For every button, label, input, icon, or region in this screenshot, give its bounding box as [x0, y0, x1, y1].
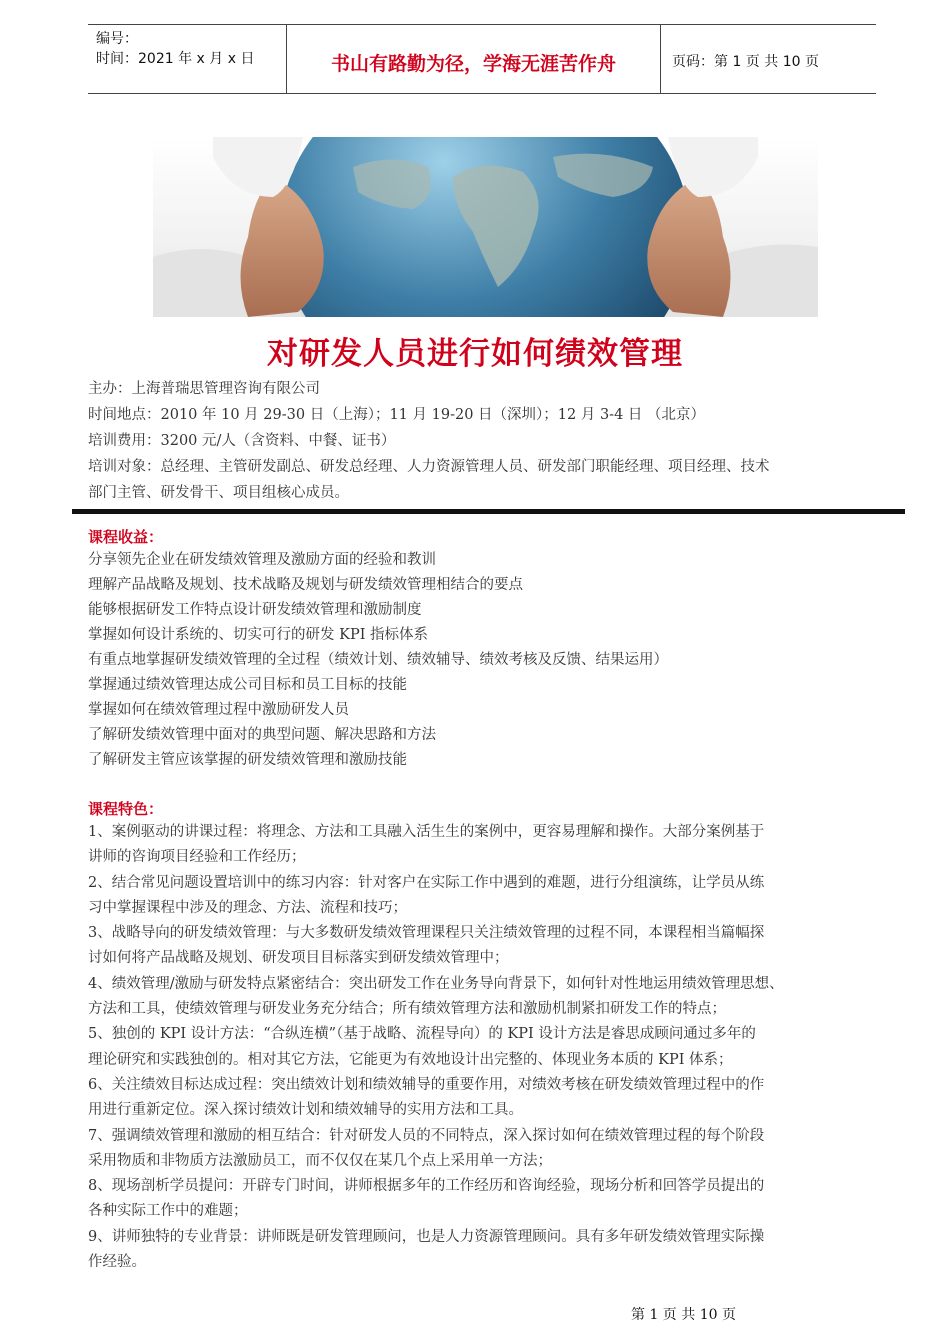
header-page-number: 页码：第 1 页 共 10 页 — [672, 54, 819, 70]
feature-line: 3、战略导向的研发绩效管理：与大多数研发绩效管理课程只关注绩效管理的过程不同，本课程相当篇幅探 — [88, 925, 765, 942]
list-item: 有重点地掌握研发绩效管理的全过程（绩效计划、绩效辅导、绩效考核及反馈、结果运用） — [88, 652, 668, 668]
header-divider — [660, 25, 661, 93]
feature-line: 5、独创的 KPI 设计方法：“合纵连横”（基于战略、流程导向）的 KPI 设计方法是睿思成顾问通过多年的 — [88, 1026, 756, 1043]
page-title: 对研发人员进行如何绩效管理 — [267, 336, 683, 372]
feature-line: 8、现场剖析学员提问：开辟专门时间，讲师根据多年的工作经历和咨询经验，现场分析和回答学员提出的 — [88, 1178, 765, 1195]
feature-line: 采用物质和非物质方法激励员工，而不仅仅在某几个点上采用单一方法； — [88, 1152, 552, 1169]
feature-line: 理论研究和实践独创的。相对其它方法，它能更为有效地设计出完整的、体现业务本质的 KPI 体系； — [88, 1051, 733, 1068]
list-item: 了解研发绩效管理中面对的典型问题、解决思路和方法 — [88, 727, 436, 743]
benefits-list — [88, 548, 888, 773]
info-organizer: 主办：上海普瑞思管理咨询有限公司 — [88, 381, 320, 397]
feature-line: 4、绩效管理/激励与研发特点紧密结合：突出研发工作在业务导向背景下，如何针对性地运用绩效管理思想、 — [88, 975, 784, 992]
feature-line: 用进行重新定位。深入探讨绩效计划和绩效辅导的实用方法和工具。 — [88, 1102, 523, 1119]
page-header — [88, 24, 876, 94]
feature-line: 讨如何将产品战略及规划、研发项目目标落实到研发绩效管理中； — [88, 950, 509, 967]
feature-line: 6、关注绩效目标达成过程：突出绩效计划和绩效辅导的重要作用，对绩效考核在研发绩效管理过程中的作 — [88, 1076, 765, 1093]
feature-line: 1、案例驱动的讲课过程：将理念、方法和工具融入活生生的案例中，更容易理解和操作。大部分案例基于 — [88, 824, 765, 840]
banner-image-hands-holding-globe — [153, 137, 818, 317]
feature-line: 方法和工具，使绩效管理与研发业务充分结合；所有绩效管理方法和激励机制紧扣研发工作的特点； — [88, 1001, 726, 1018]
list-item: 能够根据研发工作特点设计研发绩效管理和激励制度 — [88, 602, 422, 618]
section-rule — [72, 509, 905, 514]
feature-line: 各种实际工作中的难题； — [88, 1203, 248, 1220]
list-item: 掌握如何设计系统的、切实可行的研发 KPI 指标体系 — [88, 627, 429, 643]
info-time-location: 时间地点：2010 年 10 月 29-30 日（上海）；11 月 19-20 日（深圳）；12 月 3-4 日 （北京） — [88, 407, 706, 423]
list-item: 理解产品战略及规划、技术战略及规划与研发绩效管理相结合的要点 — [88, 577, 523, 593]
course-info — [88, 376, 888, 506]
list-item: 分享领先企业在研发绩效管理及激励方面的经验和教训 — [88, 552, 436, 568]
benefits-heading: 课程收益： — [88, 528, 164, 546]
info-audience: 培训对象：总经理、主管研发副总、研发总经理、人力资源管理人员、研发部门职能经理、项目经理、技术 — [88, 459, 770, 475]
info-audience-continued: 部门主管、研发骨干、项目组核心成员。 — [88, 485, 349, 501]
header-meta — [96, 29, 254, 69]
list-item: 了解研发主管应该掌握的研发绩效管理和激励技能 — [88, 752, 407, 768]
features-list — [88, 820, 888, 1275]
feature-line: 2、结合常见问题设置培训中的练习内容：针对客户在实际工作中遇到的难题，进行分组演练，让学员从练 — [88, 874, 765, 891]
info-fee: 培训费用：3200 元/人（含资料、中餐、证书） — [88, 433, 396, 449]
list-item: 掌握如何在绩效管理过程中激励研发人员 — [88, 702, 349, 718]
feature-line: 讲师的咨询项目经验和工作经历； — [88, 849, 306, 866]
feature-line: 7、强调绩效管理和激励的相互结合：针对研发人员的不同特点，深入探讨如何在绩效管理过程的每个阶段 — [88, 1127, 765, 1144]
header-motto: 书山有路勤为径，学海无涯苦作舟 — [330, 53, 616, 75]
feature-line: 习中掌握课程中涉及的理念、方法、流程和技巧； — [88, 899, 407, 916]
features-heading: 课程特色： — [88, 800, 164, 818]
list-item: 掌握通过绩效管理达成公司目标和员工目标的技能 — [88, 677, 407, 693]
time-label: 时间：2021 年 x 月 x 日 — [96, 51, 255, 67]
feature-line: 作经验。 — [88, 1254, 146, 1271]
page-footer: 第 1 页 共 10 页 — [631, 1307, 736, 1323]
serial-number-label: 编号： — [96, 31, 138, 47]
feature-line: 9、讲师独特的专业背景：讲师既是研发管理顾问，也是人力资源管理顾问。具有多年研发绩效管理实际操 — [88, 1228, 765, 1245]
